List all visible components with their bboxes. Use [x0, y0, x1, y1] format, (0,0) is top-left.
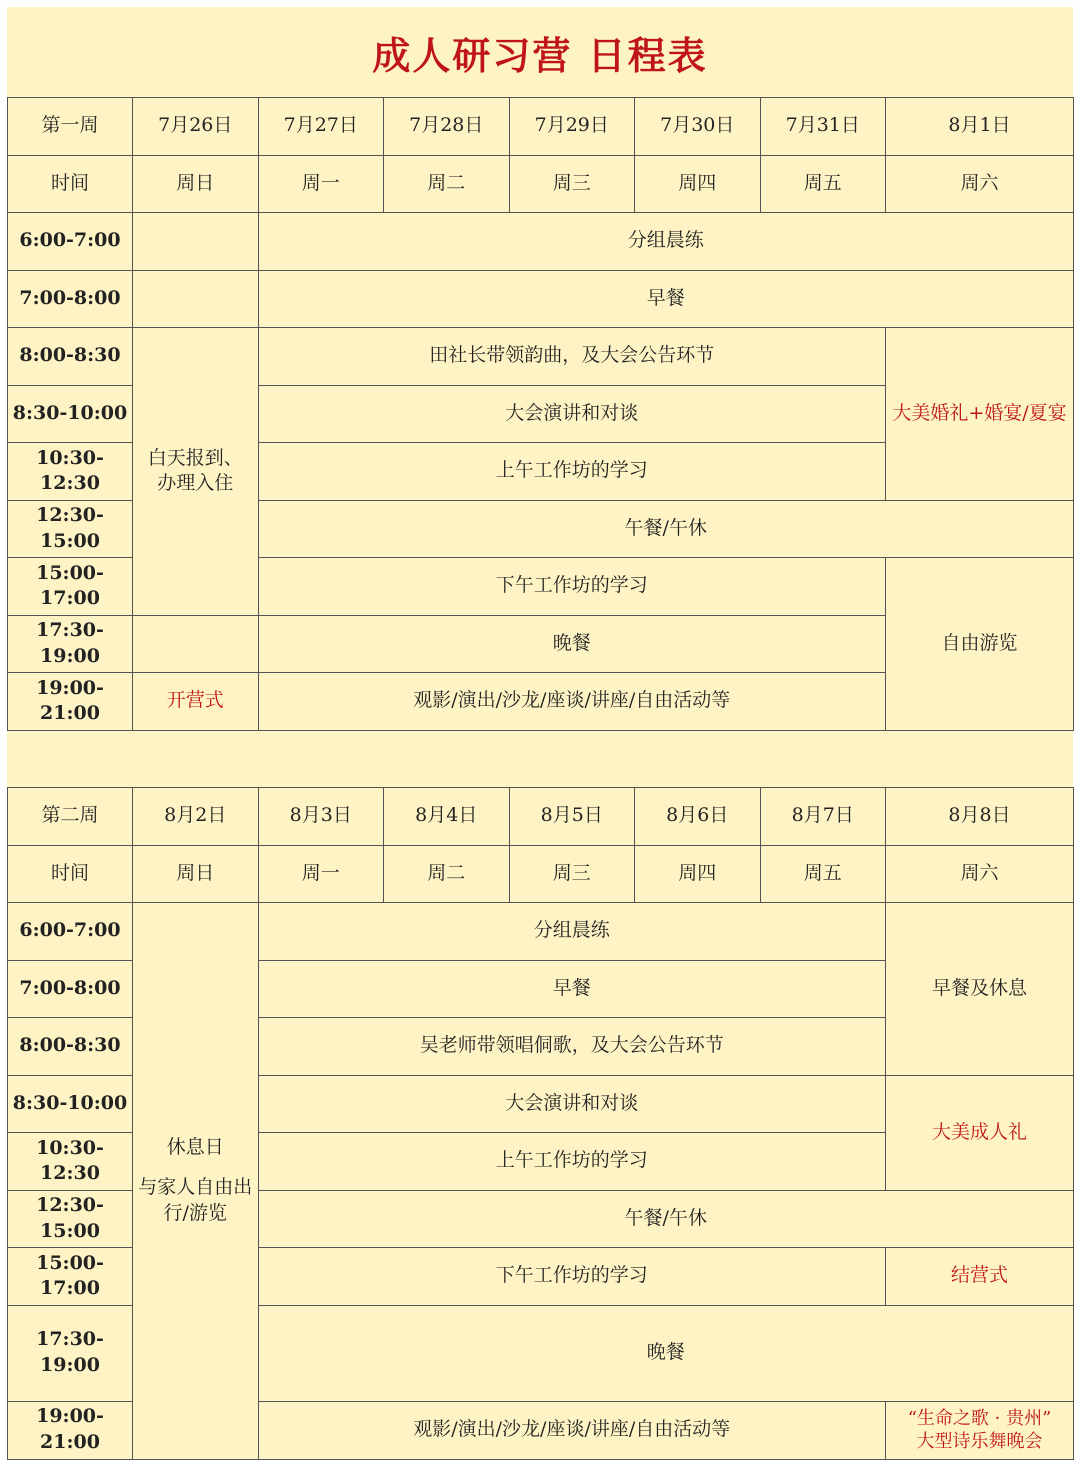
activity-evening: 观影/演出/沙龙/座谈/讲座/自由活动等 — [258, 1401, 886, 1459]
time-slot: 17:30-19:00 — [8, 1305, 133, 1401]
page-title: 成人研习营 日程表 — [372, 32, 708, 78]
activity-dinner: 晚餐 — [258, 615, 886, 673]
weekday: 周日 — [133, 845, 259, 903]
week2-date: 8月8日 — [886, 788, 1074, 846]
activity-pm-workshop: 下午工作坊的学习 — [258, 1248, 886, 1306]
opening-ceremony: 开营式 — [133, 673, 259, 731]
time-slot: 15:00-17:00 — [8, 1248, 133, 1306]
time-slot: 8:30-10:00 — [8, 1075, 133, 1133]
week2-date: 8月7日 — [760, 788, 886, 846]
sunday-checkin-cell — [133, 328, 259, 616]
week1-date: 7月28日 — [384, 98, 510, 156]
weekday: 周四 — [635, 155, 761, 213]
activity-lecture: 大会演讲和对谈 — [258, 385, 886, 443]
time-slot: 6:00-7:00 — [8, 213, 133, 271]
activity-morning-song: 吴老师带领唱侗歌，及大会公告环节 — [258, 1018, 886, 1076]
saturday-free-tour: 自由游览 — [886, 558, 1074, 731]
time-header: 时间 — [8, 155, 133, 213]
activity-lecture: 大会演讲和对谈 — [258, 1075, 886, 1133]
weekday: 周六 — [886, 845, 1074, 903]
gala-line: “生命之歌 · 贵州” — [907, 1407, 1052, 1429]
gala-line: 大型诗乐舞晚会 — [916, 1431, 1043, 1452]
activity-dinner: 晚餐 — [258, 1305, 1074, 1401]
schedule-page — [7, 7, 1073, 1458]
weekday: 周四 — [635, 845, 761, 903]
empty-cell — [133, 270, 259, 328]
saturday-closing: 结营式 — [886, 1248, 1074, 1306]
activity-morning-exercise: 分组晨练 — [258, 213, 1074, 271]
time-slot: 8:00-8:30 — [8, 1018, 133, 1076]
weekday: 周六 — [886, 155, 1074, 213]
time-slot: 17:30-19:00 — [8, 615, 133, 673]
time-slot: 19:00-21:00 — [8, 1401, 133, 1459]
activity-pm-workshop: 下午工作坊的学习 — [258, 558, 886, 616]
time-slot: 19:00-21:00 — [8, 673, 133, 731]
weekday: 周三 — [509, 155, 635, 213]
saturday-breakfast-rest: 早餐及休息 — [886, 903, 1074, 1076]
time-slot: 15:00-17:00 — [8, 558, 133, 616]
time-slot: 8:30-10:00 — [8, 385, 133, 443]
saturday-wedding: 大美婚礼+婚宴/夏宴 — [886, 328, 1074, 501]
weekday: 周三 — [509, 845, 635, 903]
week1-date: 8月1日 — [886, 98, 1074, 156]
week2-table — [7, 787, 1074, 1460]
time-slot: 7:00-8:00 — [8, 960, 133, 1018]
time-slot: 10:30-12:30 — [8, 1133, 133, 1191]
empty-cell — [133, 213, 259, 271]
weekday: 周五 — [760, 845, 886, 903]
weekday: 周一 — [258, 845, 384, 903]
week1-date: 7月26日 — [133, 98, 259, 156]
empty-cell — [133, 615, 259, 673]
weekday: 周一 — [258, 155, 384, 213]
activity-lunch: 午餐/午休 — [258, 1190, 1074, 1248]
time-slot: 12:30-15:00 — [8, 1190, 133, 1248]
week2-date: 8月4日 — [384, 788, 510, 846]
saturday-coming-of-age: 大美成人礼 — [886, 1075, 1074, 1190]
sunday-rest-cell — [133, 903, 259, 1460]
activity-morning-exercise: 分组晨练 — [258, 903, 886, 961]
week1-date: 7月27日 — [258, 98, 384, 156]
time-slot: 7:00-8:00 — [8, 270, 133, 328]
saturday-gala — [886, 1401, 1074, 1459]
week2-date: 8月5日 — [509, 788, 635, 846]
weekday: 周二 — [384, 155, 510, 213]
time-slot: 8:00-8:30 — [8, 328, 133, 386]
weekday: 周二 — [384, 845, 510, 903]
activity-am-workshop: 上午工作坊的学习 — [258, 443, 886, 501]
week1-date: 7月29日 — [509, 98, 635, 156]
time-slot: 10:30-12:30 — [8, 443, 133, 501]
activity-breakfast: 早餐 — [258, 960, 886, 1018]
checkin-line: 白天报到、 — [147, 446, 243, 469]
activity-evening: 观影/演出/沙龙/座谈/讲座/自由活动等 — [258, 673, 886, 731]
time-slot: 12:30-15:00 — [8, 500, 133, 558]
week1-date: 7月31日 — [760, 98, 886, 156]
activity-breakfast: 早餐 — [258, 270, 1074, 328]
weekday: 周五 — [760, 155, 886, 213]
activity-lunch: 午餐/午休 — [258, 500, 1074, 558]
time-header: 时间 — [8, 845, 133, 903]
week2-date: 8月2日 — [133, 788, 259, 846]
week2-label: 第二周 — [8, 788, 133, 846]
week2-date: 8月3日 — [258, 788, 384, 846]
week2-date: 8月6日 — [635, 788, 761, 846]
rest-day-label: 休息日 — [166, 1136, 224, 1159]
family-trip-label: 与家人自由出 行/游览 — [138, 1175, 253, 1224]
activity-morning-song: 田社长带领韵曲，及大会公告环节 — [258, 328, 886, 386]
activity-am-workshop: 上午工作坊的学习 — [258, 1133, 886, 1191]
week1-table — [7, 97, 1074, 731]
time-slot: 6:00-7:00 — [8, 903, 133, 961]
checkin-line: 办理入住 — [157, 472, 234, 495]
weekday: 周日 — [133, 155, 259, 213]
week1-date: 7月30日 — [635, 98, 761, 156]
week1-label: 第一周 — [8, 98, 133, 156]
